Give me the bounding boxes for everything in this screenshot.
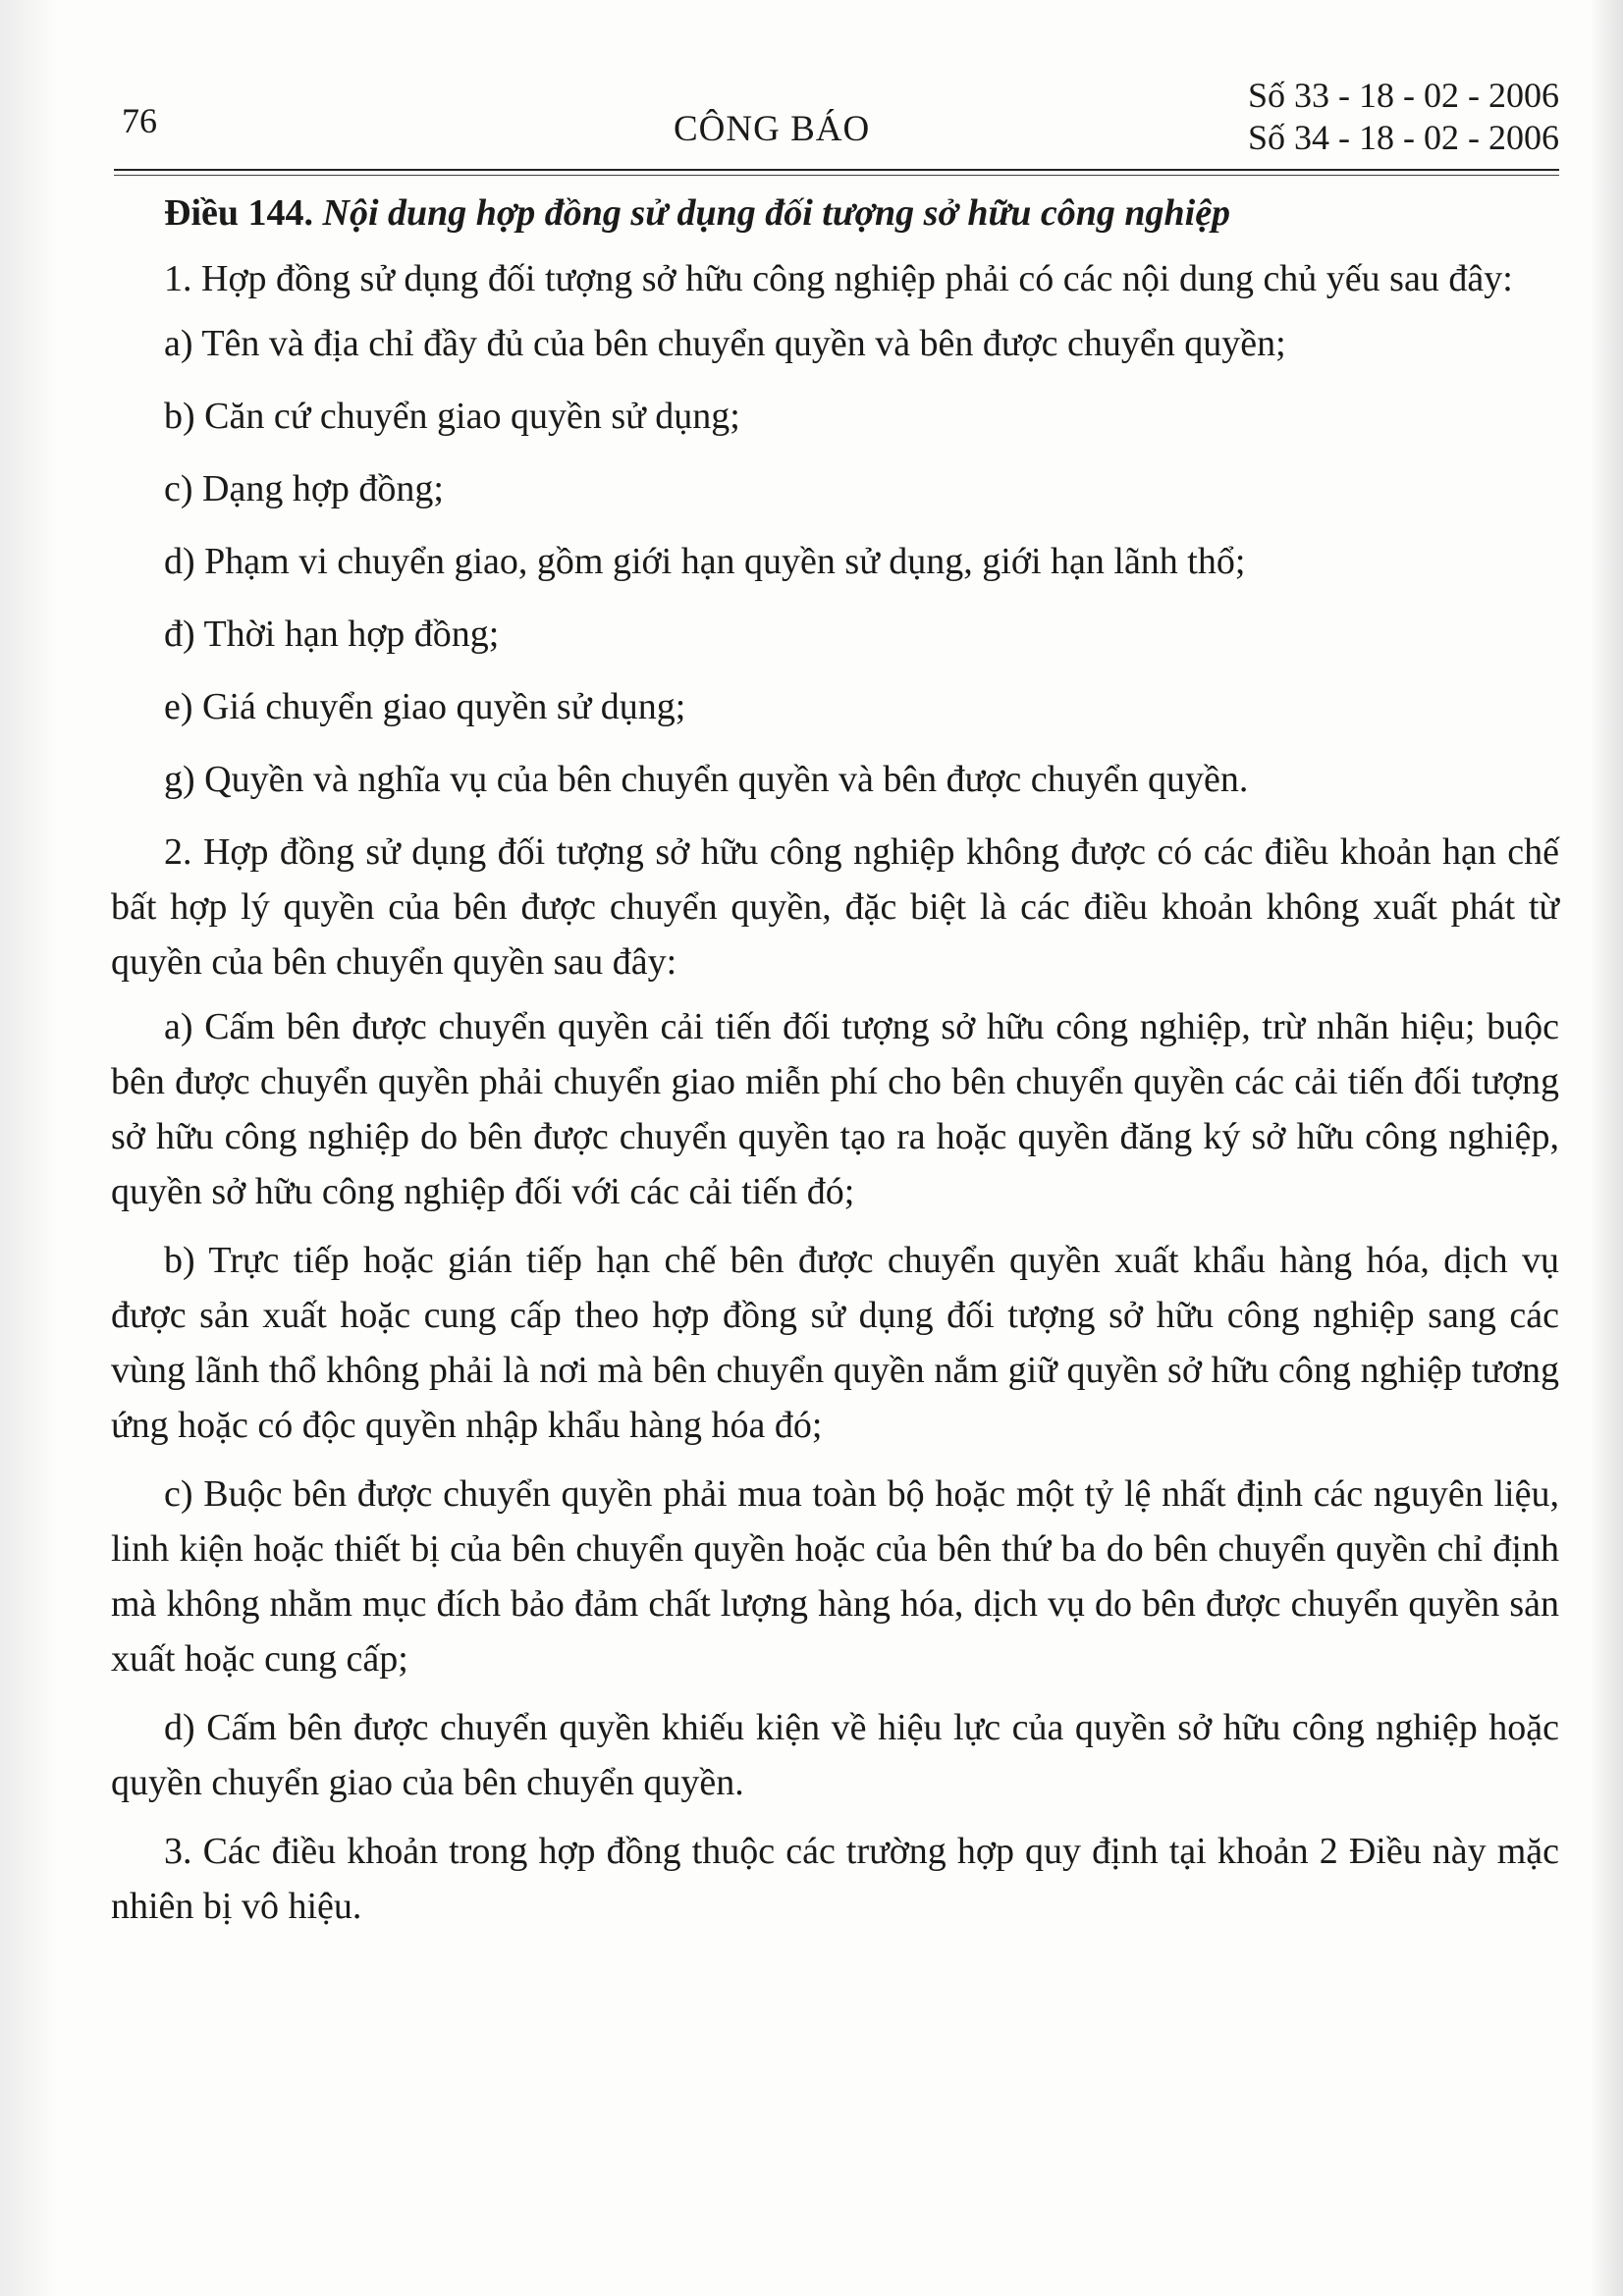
issue-number-2: Số 34 - 18 - 02 - 2006 (1248, 118, 1559, 157)
clause-1-item-d: d) Phạm vi chuyển giao, gồm giới hạn quyền sử dụng, giới hạn lãnh thổ; (164, 541, 1246, 582)
page-header (114, 69, 1559, 167)
clause-1-item-dd: đ) Thời hạn hợp đồng; (164, 614, 500, 655)
page-number: 76 (122, 101, 157, 140)
clause-1-item-e: e) Giá chuyển giao quyền sử dụng; (164, 686, 686, 727)
clause-1-item-a: a) Tên và địa chỉ đầy đủ của bên chuyển quyền và bên được chuyển quyền; (164, 323, 1286, 364)
clause-1-item-c: c) Dạng hợp đồng; (164, 468, 444, 509)
scan-margin-shadow (0, 0, 59, 2296)
clause-2-item-a: a) Cấm bên được chuyển quyền cải tiến đối tượng sở hữu công nghiệp, trừ nhãn hiệu; buộc bên được chuyển quyền phải chuyển giao miễn phí cho bên chuyển quyền các cải tiến đối tượng sở hữu công nghiệp do bên được chuyển quyền tạo ra hoặc quyền đăng ký sở hữu công nghiệp, quyền sở hữu công nghiệp đối với các cải tiến đó; (111, 1006, 1559, 1212)
clause-1-item-b: b) Căn cứ chuyển giao quyền sử dụng; (164, 396, 740, 437)
issue-numbers (1248, 75, 1559, 159)
article-number: Điều 144. (164, 192, 313, 234)
clause-2-item-d: d) Cấm bên được chuyển quyền khiếu kiện về hiệu lực của quyền sở hữu công nghiệp hoặc quyền chuyển giao của bên chuyển quyền. (111, 1707, 1559, 1803)
header-rule (114, 169, 1559, 171)
clause-2-item-b: b) Trực tiếp hoặc gián tiếp hạn chế bên được chuyển quyền xuất khẩu hàng hóa, dịch vụ được sản xuất hoặc cung cấp theo hợp đồng sử dụng đối tượng sở hữu công nghiệp sang các vùng lãnh thổ không phải là nơi mà bên chuyển quyền nắm giữ quyền sở hữu công nghiệp tương ứng hoặc có độc quyền nhập khẩu hàng hóa đó; (111, 1240, 1559, 1446)
article-title: Nội dung hợp đồng sử dụng đối tượng sở hữu công nghiệp (322, 192, 1231, 234)
issue-number-1: Số 33 - 18 - 02 - 2006 (1248, 76, 1559, 115)
article-heading (111, 185, 1559, 241)
clause-2-item-c: c) Buộc bên được chuyển quyền phải mua toàn bộ hoặc một tỷ lệ nhất định các nguyên liệu, linh kiện hoặc thiết bị của bên chuyển quyền hoặc của bên thứ ba do bên chuyển quyền chỉ định mà không nhằm mục đích bảo đảm chất lượng hàng hóa, dịch vụ do bên được chuyển quyền sản xuất hoặc cung cấp; (111, 1473, 1559, 1680)
clause-3: 3. Các điều khoản trong hợp đồng thuộc các trường hợp quy định tại khoản 2 Điều này mặc nhiên bị vô hiệu. (111, 1831, 1559, 1927)
clause-1-intro: 1. Hợp đồng sử dụng đối tượng sở hữu công nghiệp phải có các nội dung chủ yếu sau đây: (164, 258, 1513, 299)
document-body (111, 185, 1559, 1944)
scan-edge-shadow (1590, 0, 1623, 2296)
clause-1-item-g: g) Quyền và nghĩa vụ của bên chuyển quyền và bên được chuyển quyền. (164, 759, 1249, 800)
publication-title: CÔNG BÁO (674, 109, 871, 149)
clause-2-intro: 2. Hợp đồng sử dụng đối tượng sở hữu công nghiệp không được có các điều khoản hạn chế bất hợp lý quyền của bên được chuyển quyền, đặc biệt là các điều khoản không xuất phát từ quyền của bên chuyển quyền sau đây: (111, 831, 1559, 983)
header-rule-thin (114, 175, 1559, 176)
